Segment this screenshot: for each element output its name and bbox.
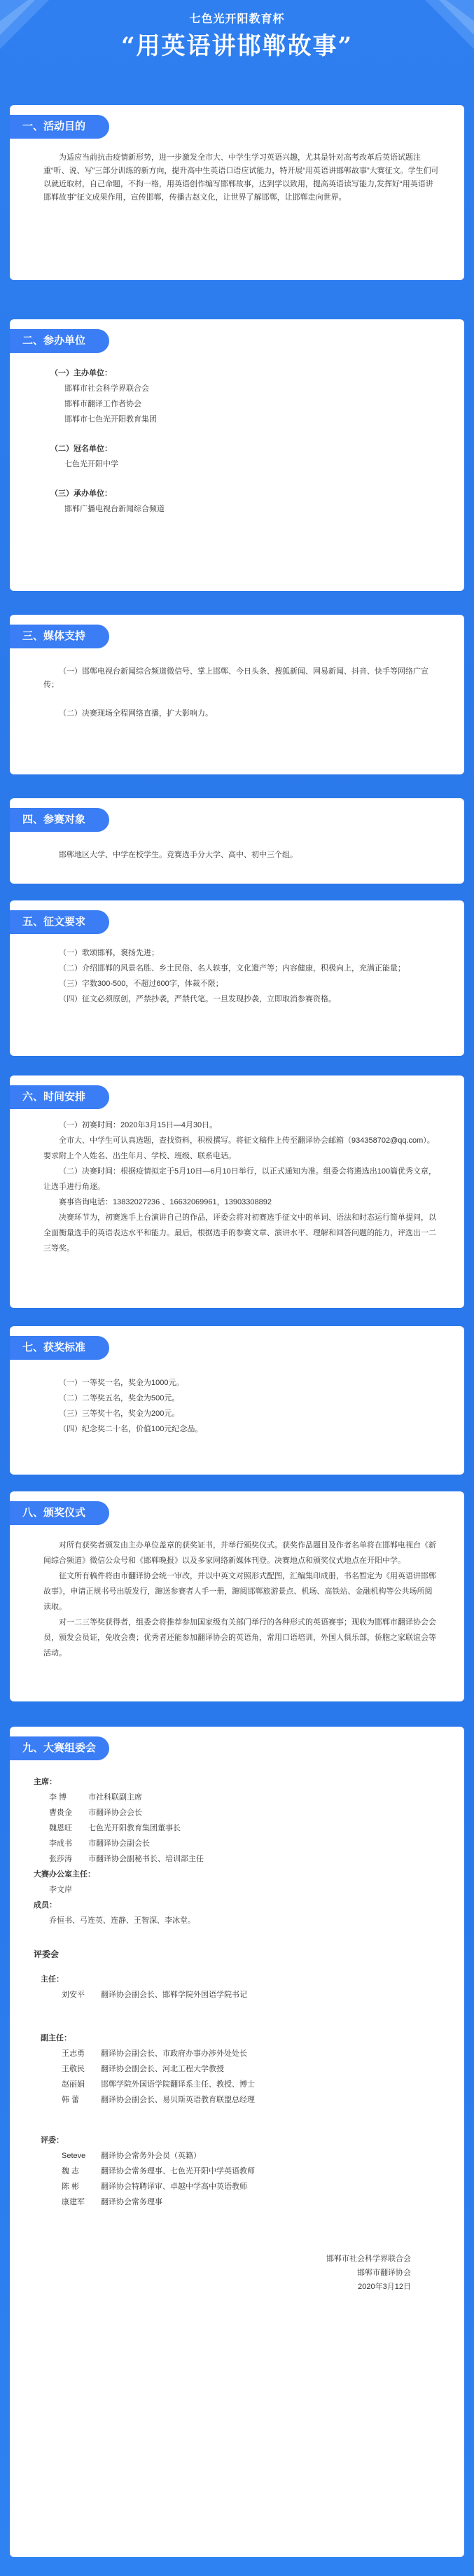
member-role: 翻译协会副会长、邯郸学院外国语学院书记 [101,1991,247,1999]
chair-row [49,1820,439,1836]
section-title: 四、参赛对象 [10,808,109,832]
judge-row [62,2148,439,2164]
award-item: （二）二等奖五名，奖金为500元。 [59,1394,180,1402]
section-title: 九、大赛组委会 [10,1736,109,1760]
member-role: 邯郸学院外国语学院翻译系主任、教授、博士 [101,2080,255,2089]
judges-committee-label: 评委会 [34,1949,60,1959]
chair-row [49,1851,439,1867]
requirement-item: （三）字数300-500，不超过600字，体裁不限； [59,980,223,988]
award-item: （三）三等奖十名，奖金为200元。 [59,1409,180,1418]
media-item: （二）决赛现场全程网络直播，扩大影响力。 [59,709,213,718]
ceremony-text: 对一二三等奖获得者，组委会将推荐参加国家级有关部门举行的各种形式的英语赛事；现收为邯郸市翻译协会会员，颁发会员证，免收会费；优秀者还能参加翻译协会的英语角，常用口语培训，外国人俱乐部，侨胞之家联谊会等活动。 [43,1618,436,1657]
page-header [0,0,474,77]
member-role: 市翻译协会会长 [88,1809,142,1817]
member-name: 刘安平 [62,1991,85,1999]
office-label: 大赛办公室主任： [34,1870,95,1879]
co-item: 七色光开阳中学 [64,460,118,468]
section-title: 二、参办单位 [10,329,109,353]
member-name: 陈 彬 [62,2182,80,2191]
vice-row [62,2092,439,2108]
chair-row [49,1836,439,1851]
organizer-item: 邯郸广播电视台新闻综合频道 [64,505,165,513]
vice-row [62,2046,439,2061]
header-subtitle: 七色光开阳教育杯 [189,13,285,25]
section-media [10,615,464,774]
award-item: （一）一等奖一名，奖金为1000元。 [59,1379,184,1387]
host-item: 邯郸市七色光开阳教育集团 [64,415,157,424]
member-role: 市翻译协会副会长 [88,1839,150,1848]
section-organizers [10,319,464,591]
section-title: 七、获奖标准 [10,1336,109,1360]
member-name: 韩 蕾 [62,2096,80,2104]
judge-head-label: 主任： [41,1975,64,1984]
vice-label: 副主任： [41,2034,71,2042]
member-role: 翻译协会特聘译审、卓越中学高中英语教师 [101,2182,247,2191]
member-role: 翻译协会常务理事、七色光开阳中学英语教师 [101,2167,255,2175]
host-item: 邯郸市翻译工作者协会 [64,400,141,408]
member-name: 李 博 [49,1793,67,1802]
host-label: （一）主办单位： [50,369,112,377]
award-item: （四）纪念奖二十名，价值100元纪念品。 [59,1425,203,1433]
section-title: 一、活动目的 [10,115,109,139]
member-role: 翻译协会副会长、市政府办事办涉外处处长 [101,2049,247,2058]
office-director: 李文岸 [49,1886,72,1894]
section-title: 八、颁奖仪式 [10,1501,109,1525]
member-name: Seteve [62,2152,86,2160]
members-label: 成员： [34,1901,57,1909]
requirement-item: （一）歌颂邯郸，褒扬先进； [59,949,159,957]
member-name: 张莎涛 [49,1855,72,1863]
member-role: 市翻译协会副秘书长、培训部主任 [88,1855,204,1863]
signoff [34,2252,411,2294]
member-name: 王志勇 [62,2049,85,2058]
schedule-text: 决赛环节为，初赛选手上台演讲自己的作品，评委会将对初赛选手征文中的单词、语法和时态运行简单提问，以全面衡量选手的英语表达水平和能力。最后，根据选手的参赛文章、演讲水平、理解和回答问题的能力，评选出一二三等奖。 [43,1213,436,1253]
schedule-text: （二）决赛时间：根据疫情拟定于5月10日—6月10日举行，以正式通知为准。组委会将遴选出100篇优秀文章，让选手进行角逐。 [43,1167,437,1191]
section-participants [10,798,464,884]
member-name: 康建军 [62,2198,85,2206]
member-role: 翻译协会副会长、河北工程大学教授 [101,2065,224,2073]
member-role: 翻译协会常务外会员（英籍） [101,2152,201,2160]
signoff-line: 2020年3月12日 [358,2283,411,2291]
section-title: 三、媒体支持 [10,625,109,648]
member-role: 市社科联副主席 [88,1793,142,1802]
judge-row [62,2179,439,2194]
ceremony-text: 对所有获奖者颁发由主办单位盖章的获奖证书，并举行颁奖仪式。获奖作品题目及作者名单将在邯郸电视台《新闻综合频道》微信公众号和《邯郸晚报》以及多家网络新媒体刊登。决赛地点和颁奖仪式地点在开阳中学。 [43,1541,436,1565]
members-list: 乔恒书、弓连英、连静、王智深、李冰堂。 [49,1916,195,1925]
section-ceremony [10,1491,464,1701]
requirement-item: （二）介绍邯郸的风景名胜、乡土民俗、名人轶事，文化遗产等；内容健康，积极向上，充满正能量； [59,964,405,973]
co-label: （二）冠名单位： [50,445,112,453]
section-requirements [10,900,464,1056]
section-purpose [10,105,464,280]
requirement-item: （四）征文必须原创，严禁抄袭，严禁代笔。一旦发现抄袭，立即取消参赛资格。 [59,995,336,1003]
member-role: 七色光开阳教育集团董事长 [88,1824,181,1832]
judge-row [62,2164,439,2179]
member-name: 赵丽娟 [62,2080,85,2089]
member-role: 翻译协会副会长、易贝斯英语教育联盟总经理 [101,2096,255,2104]
chair-row [49,1790,439,1805]
host-item: 邯郸市社会科学界联合会 [64,384,149,393]
organizer-label: （三）承办单位： [50,489,112,498]
vice-row [62,2077,439,2092]
chair-row [49,1805,439,1820]
judges-label: 评委： [41,2136,64,2145]
section-title: 五、征文要求 [10,910,109,934]
judge-head-row [62,1987,439,2003]
judge-row [62,2194,439,2210]
member-role: 翻译协会常务理事 [101,2198,162,2206]
contact-phones: 赛事咨询电话：13832027236 、16632069961，13903308892 [59,1198,272,1206]
member-name: 魏 志 [62,2167,80,2175]
signoff-line: 邯郸市社会科学界联合会 [326,2255,411,2263]
participants-text: 邯郸地区大学、中学在校学生。竞赛选手分大学、高中、初中三个组。 [59,851,298,859]
chair-label: 主席： [34,1778,57,1786]
signoff-line: 邯郸市翻译协会 [357,2269,411,2277]
schedule-text: （一）初赛时间：2020年3月15日—4月30日。 [59,1121,218,1129]
member-name: 李成书 [49,1839,72,1848]
purpose-text: 为适应当前抗击疫情新形势，进一步激发全市大、中学生学习英语兴趣，尤其是针对高考改革后英语试题注重“听、说、写”三部分训练的新方向，提升高中生英语口语应试能力，特开展“用英语讲邯郸故事”大赛征文。学生们可以就近取材，自己命题，不拘一格，用英语创作编写邯郸故事，达到学以致用，提高英语读写能力,发挥好“用英语讲邯郸故事”征文成果作用，宣传邯郸，传播古赵文化，让世界了解邯郸，让邯郸走向世界。 [43,153,439,202]
member-name: 曹贵金 [49,1809,72,1817]
vice-row [62,2061,439,2077]
section-title: 六、时间安排 [10,1085,109,1109]
media-item: （一）邯郸电视台新闻综合频道微信号、掌上邯郸、今日头条、搜狐新闻、网易新闻、抖音、快手等网络广宣传； [43,667,428,689]
section-schedule [10,1075,464,1308]
member-name: 魏恩旺 [49,1824,72,1832]
header-title: “用英语讲邯郸故事” [120,32,354,60]
schedule-text: 全市大、中学生可认真选题，查找资料，积极撰写。将征文稿件上传至翻译协会邮箱（934358702@qq.com）。要求附上个人姓名、出生年月、学校、班级、联系电话。 [43,1136,435,1160]
section-awards [10,1326,464,1475]
section-committee [10,1727,464,2557]
ceremony-text: 征文所有稿件将由市翻译协会统一审改，并以中英文对照形式配图，汇编集印成册，书名暂定为《用英语讲邯郸故事》，申请正规书号出版发行，蹿送参赛者人手一册，蹿阅邯郸旅游景点、机场、高铁站、金融机构等公共场所阅读取。 [43,1572,436,1611]
member-name: 王敬民 [62,2065,85,2073]
